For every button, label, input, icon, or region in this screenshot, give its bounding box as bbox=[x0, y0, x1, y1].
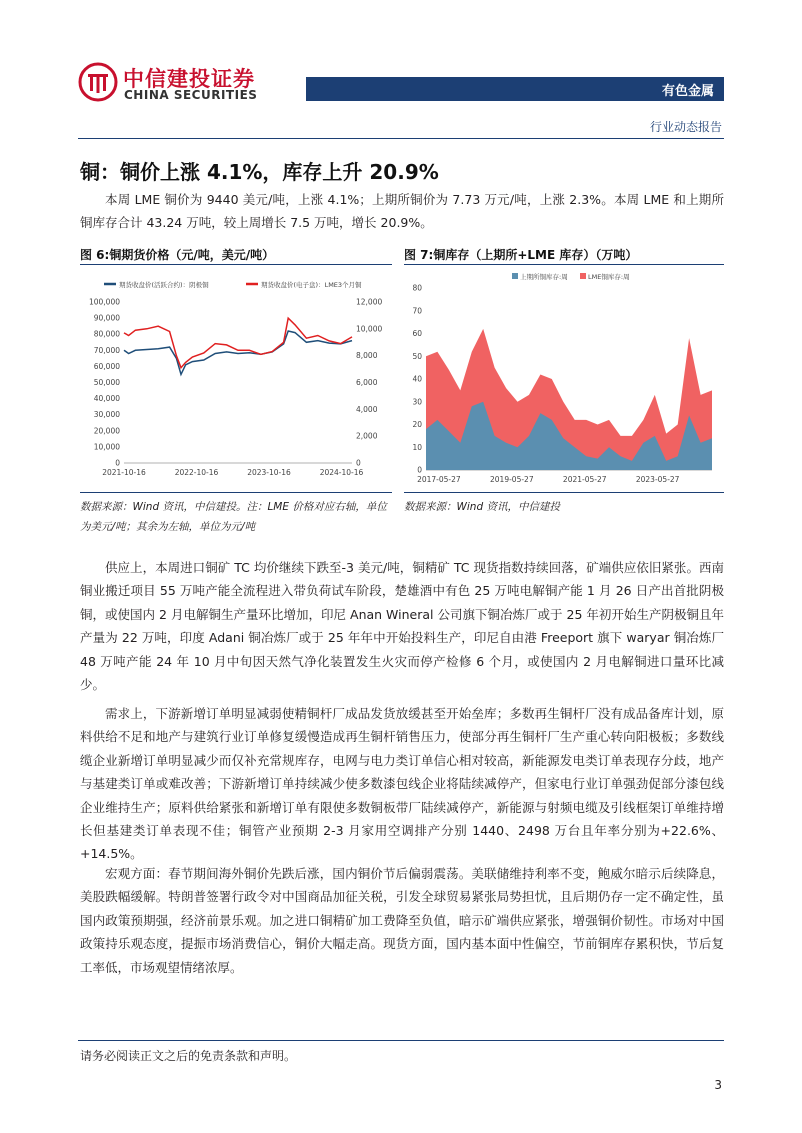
fig7-y-tick: 0 bbox=[417, 465, 422, 475]
fig6-y-left-tick: 10,000 bbox=[93, 442, 120, 452]
supply-paragraph: 供应上，本周进口铜矿 TC 均价继续下跌至-3 美元/吨，铜精矿 TC 现货指数持续回落，矿端供应依旧紧张。西南铜业搬迁项目 55 万吨产能全流程进入带负荷试车阶段，楚雄酒中有色 25 万吨电解铜产能 1 月 26 日产出首批阴极铜，或使国内 2 月电解铜生产量环比增加，印尼 Anan Wineral 公司旗下铜冶炼厂或于 25 年初开始生产阴极铜且年产量为 22 万吨，印度 Adani 铜冶炼厂或于 25 年年中开始投料生产，印尼自由港 Freeport 旗下 waryar 铜冶炼厂 48 万吨产能 24 年 10 月中旬因天然气净化装置发生火灾而停产检修 6 个月，或使国内 2 月电解铜进口量环比减少。 bbox=[80, 560, 724, 693]
fig6-legend-label: 期货收盘价(活跃合约)：阴极铜 bbox=[119, 281, 209, 289]
fig6-y-right-tick: 0 bbox=[356, 458, 361, 468]
fig6-title: 图 6:铜期货价格（元/吨，美元/吨） bbox=[80, 248, 275, 262]
fig7-chart bbox=[404, 270, 724, 488]
fig6-legend-label: 期货收盘价(电子盘)：LME3个月铜 bbox=[261, 281, 362, 289]
demand-paragraph: 需求上，下游新增订单明显减弱使精铜杆厂成品发货放缓甚至开始垒库；多数再生铜杆厂没有成品备库计划，原料供给不足和地产与建筑行业订单修复缓慢造成再生铜杆销售压力，使部分再生铜杆厂生产重心转向阳极板；多数线缆企业新增订单明显减少而仅补充常规库存，电网与电力类订单信心相对较高，新能源发电类订单表现存分歧，地产与基建类订单或难改善；下游新增订单持续减少使多数漆包线企业将陆续减停产，但家电行业订单强劲促部分漆包线企业维持生产；原料供给紧张和新增订单有限使多数铜板带厂陆续减停产，新能源与射频电缆及引线框架订单维持增长但基建类订单表现不佳；铜管产业预期 2-3 月家用空调排产分别 1440、2498 万台且年率分别为+22.6%、+14.5%。 bbox=[80, 706, 724, 862]
fig7-top-rule bbox=[404, 264, 724, 265]
fig6-x-tick: 2024-10-16 bbox=[319, 468, 364, 477]
fig6-bottom-rule bbox=[80, 492, 392, 493]
fig6-y-right-tick: 2,000 bbox=[356, 431, 378, 441]
fig6-series-line bbox=[124, 331, 352, 374]
fig6-y-right-tick: 12,000 bbox=[356, 297, 383, 307]
fig7-title: 图 7:铜库存（上期所+LME 库存）（万吨） bbox=[404, 248, 638, 262]
sector-banner bbox=[306, 77, 724, 101]
fig7-y-tick: 10 bbox=[412, 442, 422, 452]
fig7-source-line1: 数据来源：Wind 资讯，中信建投 bbox=[404, 501, 560, 513]
fig7-y-tick: 20 bbox=[412, 420, 422, 429]
fig6-y-right-tick: 6,000 bbox=[356, 378, 378, 387]
fig6-top-rule bbox=[80, 264, 392, 265]
fig6-y-left-tick: 20,000 bbox=[93, 426, 120, 436]
fig7-x-tick: 2023-05-27 bbox=[635, 475, 680, 484]
fig6-y-left-tick: 30,000 bbox=[93, 410, 120, 420]
fig7-y-tick: 30 bbox=[412, 397, 422, 407]
brand-name-en: CHINA SECURITIES bbox=[124, 88, 258, 102]
fig6-y-left-tick: 50,000 bbox=[93, 378, 120, 387]
fig7-y-tick: 70 bbox=[412, 306, 422, 316]
footer-divider bbox=[78, 1040, 724, 1041]
report-type: 行业动态报告 bbox=[649, 120, 722, 134]
header-divider bbox=[78, 138, 724, 139]
fig6-y-left-tick: 100,000 bbox=[88, 297, 120, 307]
fig7-bottom-rule bbox=[404, 492, 724, 493]
fig7-legend-swatch bbox=[580, 273, 586, 279]
fig7-y-tick: 80 bbox=[412, 283, 422, 293]
fig7-legend-label: LME铜库存:周 bbox=[588, 273, 630, 281]
fig6-x-tick: 2022-10-16 bbox=[174, 468, 219, 477]
fig7-x-tick: 2021-05-27 bbox=[562, 475, 607, 484]
fig6-y-left-tick: 90,000 bbox=[93, 313, 120, 323]
fig7-legend-swatch bbox=[512, 273, 518, 279]
fig7-x-tick: 2017-05-27 bbox=[417, 475, 461, 484]
company-logo bbox=[78, 62, 118, 102]
fig7-legend-label: 上期所铜库存:周 bbox=[520, 273, 568, 281]
macro-paragraph: 宏观方面：春节期间海外铜价先跌后涨，国内铜价节后偏弱震荡。美联储维持利率不变，鲍威尔暗示后续降息，美股跌幅缓解。特朗普签署行政令对中国商品加征关税，引发全球贸易紧张局势担忧，且后期仍存一定不确定性，虽国内政策预期强，经济前景乐观。加之进口铜精矿加工费降至负值，暗示矿端供应紧张，增强铜价韧性。市场对中国政策持乐观态度，提振市场消费信心，铜价大幅走高。现货方面，国内基本面中性偏空，节前铜库存累积快，节后复工率低，市场观望情绪浓厚。 bbox=[80, 866, 724, 975]
fig7-y-tick: 60 bbox=[412, 329, 422, 338]
fig6-y-left-tick: 40,000 bbox=[93, 394, 120, 404]
fig6-y-left-tick: 80,000 bbox=[93, 329, 120, 339]
section-title: 铜：铜价上涨 4.1%，库存上升 20.9% bbox=[80, 160, 439, 184]
fig7-y-tick: 40 bbox=[412, 374, 422, 384]
fig6-x-tick: 2021-10-16 bbox=[102, 468, 146, 477]
fig6-source-line2: 为美元/吨；其余为左轴，单位为元/吨 bbox=[80, 521, 256, 533]
page-number: 3 bbox=[714, 1078, 722, 1092]
fig6-y-left-tick: 70,000 bbox=[93, 345, 120, 355]
fig6-y-right-tick: 4,000 bbox=[356, 404, 378, 414]
disclaimer-note: 请务必阅读正文之后的免责条款和声明。 bbox=[80, 1049, 297, 1063]
fig6-y-right-tick: 10,000 bbox=[356, 324, 383, 334]
sector-label: 有色金属 bbox=[661, 84, 714, 99]
fig7-x-tick: 2019-05-27 bbox=[490, 475, 534, 484]
fig6-source-line1: 数据来源：Wind 资讯，中信建投。注：LME 价格对应右轴，单位 bbox=[80, 501, 387, 513]
intro-paragraph: 本周 LME 铜价为 9440 美元/吨，上涨 4.1%；上期所铜价为 7.73 万元/吨，上涨 2.3%。本周 LME 和上期所铜库存合计 43.24 万吨，较上周增长 7.5 万吨，增长 20.9%。 bbox=[80, 192, 724, 231]
fig6-y-right-tick: 8,000 bbox=[356, 351, 378, 361]
fig7-y-tick: 50 bbox=[412, 351, 422, 361]
brand-name-cn: 中信建投证券 bbox=[123, 67, 255, 91]
fig6-series-line bbox=[124, 318, 352, 368]
fig6-y-left-tick: 0 bbox=[115, 458, 120, 468]
fig6-y-left-tick: 60,000 bbox=[93, 361, 120, 371]
fig6-chart bbox=[80, 270, 392, 488]
fig6-x-tick: 2023-10-16 bbox=[247, 468, 291, 477]
